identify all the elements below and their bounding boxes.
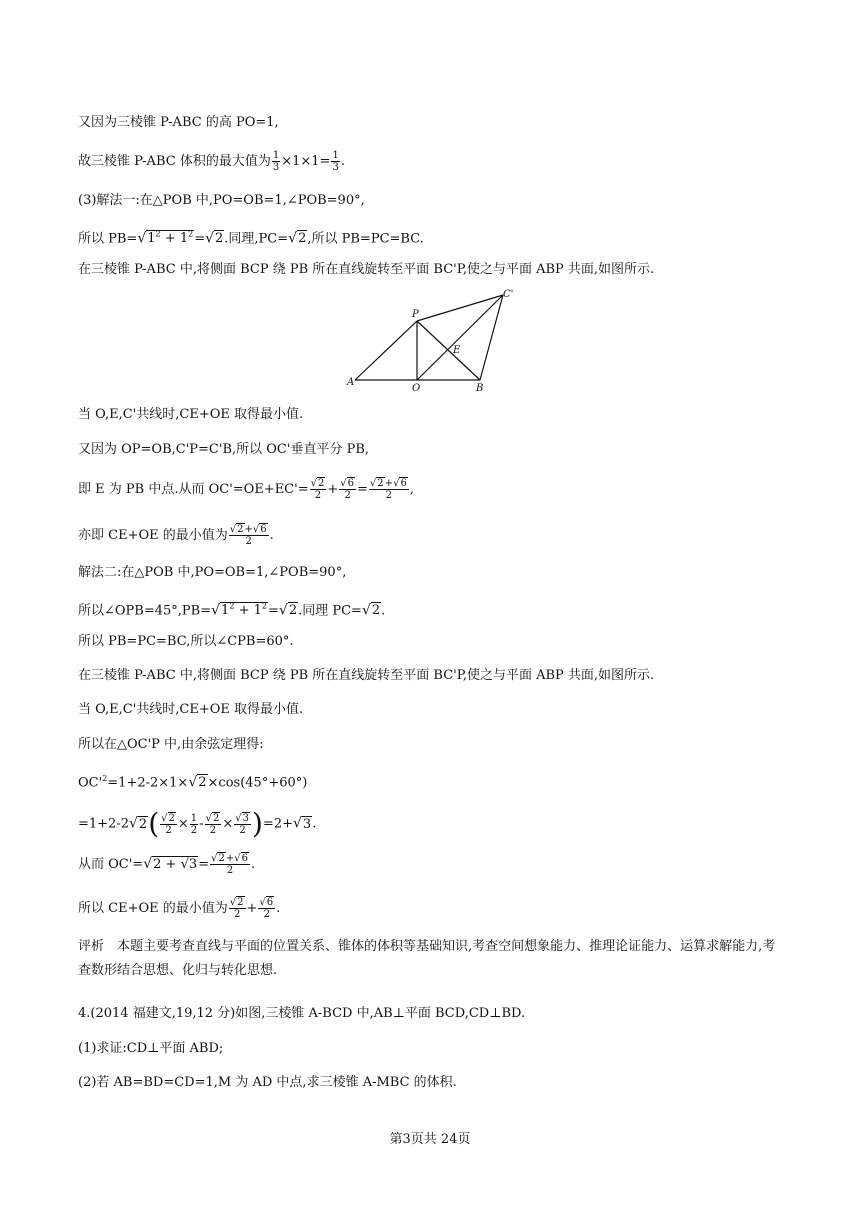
text-line: (2)若 AB=BD=CD=1,M 为 AD 中点,求三棱锥 A-MBC 的体积. bbox=[78, 1075, 457, 1090]
text-line: 在三棱锥 P-ABC 中,将侧面 BCP 绕 PB 所在直线旋转至平面 BC'P,使之与平面 ABP 共面,如图所示. bbox=[78, 262, 655, 277]
text-segment: ×1×1= bbox=[281, 154, 331, 169]
label-E: E bbox=[453, 345, 461, 356]
text-line: 又因为 OP=OB,C'P=C'B,所以 OC'垂直平分 PB, bbox=[78, 442, 370, 457]
text-line: 亦即 CE+OE 的最小值为 $\frac{√2+√6}{2}$ . bbox=[78, 524, 274, 547]
text-line: (1)求证:CD⊥平面 ABD; bbox=[78, 1041, 224, 1056]
geometry-figure bbox=[345, 285, 520, 395]
text-line: 所以$\angle OPB=45^\circ,PB=√1^2 + 1^2=√2$.同理 PC=√2. bbox=[78, 602, 386, 619]
text-line: $OC'^2=1+2-2\times 1\times√2\times\cos(45^\circ+60^\circ)$ bbox=[78, 774, 308, 791]
text-line: 即 E 为 PB 中点.从而 OC'=OE+EC'= $\frac{√2}{2}$ + $\frac{√6}{2}$ = $\frac{√2+√6}{2}$ , bbox=[78, 478, 414, 501]
text-line: 在三棱锥 P-ABC 中,将侧面 BCP 绕 PB 所在直线旋转至平面 BC'P,使之与平面 ABP 共面,如图所示. bbox=[78, 668, 655, 683]
text-line: (3)解法一:在△POB 中,PO=OB=1,∠POB=90°, bbox=[78, 193, 365, 208]
text-line: 所以 PB=PC=BC,所以∠CPB=60°. bbox=[78, 634, 294, 649]
fraction: $\frac{1}{3}$ bbox=[272, 150, 280, 173]
label-B: B bbox=[476, 383, 484, 394]
text-line: =1+2-2√2( $\frac{√2}{2}$ × $\frac{1}{2}$ - $\frac{√2}{2}$ × $\frac{√3}{2}$ )=2+√3. bbox=[78, 807, 317, 840]
fraction: $\frac{1}{3}$ bbox=[332, 150, 339, 173]
text-line: 解法二:在△POB 中,PO=OB=1,∠POB=90°, bbox=[78, 565, 347, 580]
text-line: 故三棱锥 P-ABC 体积的最大值为 $\frac{1}{3}$ ×1×1= $\frac{1}{3}$ . bbox=[78, 150, 345, 173]
label-C-prime: C' bbox=[503, 289, 514, 300]
text-line: 所以在△OC'P 中,由余弦定理得: bbox=[78, 737, 264, 752]
label-A: A bbox=[347, 377, 355, 388]
text-line: 当 O,E,C'共线时,CE+OE 取得最小值. bbox=[78, 702, 304, 717]
text-line: 所以 CE+OE 的最小值为 $\frac{√2}{2}$ + $\frac{√6}{2}$ . bbox=[78, 897, 281, 920]
text-line: 所以 $PB=√1^2 + 1^2=√2$.同理,PC=√2,所以 PB=PC=BC. bbox=[78, 230, 424, 247]
label-O: O bbox=[412, 383, 421, 394]
problem-heading: 4.(2014 福建文,19,12 分)如图,三棱锥 A-BCD 中,AB⊥平面 BCD,CD⊥BD. bbox=[78, 1006, 526, 1021]
page-footer: 第3页共 24页 bbox=[389, 1132, 471, 1147]
text-line: 又因为三棱锥 P-ABC 的高 PO=1, bbox=[78, 115, 279, 130]
label-P: P bbox=[412, 309, 419, 320]
commentary-paragraph: 评析 本题主要考查直线与平面的位置关系、锥体的体积等基础知识,考查空间想象能力、推理论证能力、运算求解能力,考查数形结合思想、化归与转化思想. bbox=[78, 939, 776, 978]
text-segment: 故三棱锥 P-ABC 体积的最大值为 bbox=[78, 154, 271, 169]
text-line: 当 O,E,C'共线时,CE+OE 取得最小值. bbox=[78, 407, 304, 422]
text-line: 从而 OC'=√2 + √3= $\frac{√2+√6}{2}$ . bbox=[78, 853, 256, 876]
